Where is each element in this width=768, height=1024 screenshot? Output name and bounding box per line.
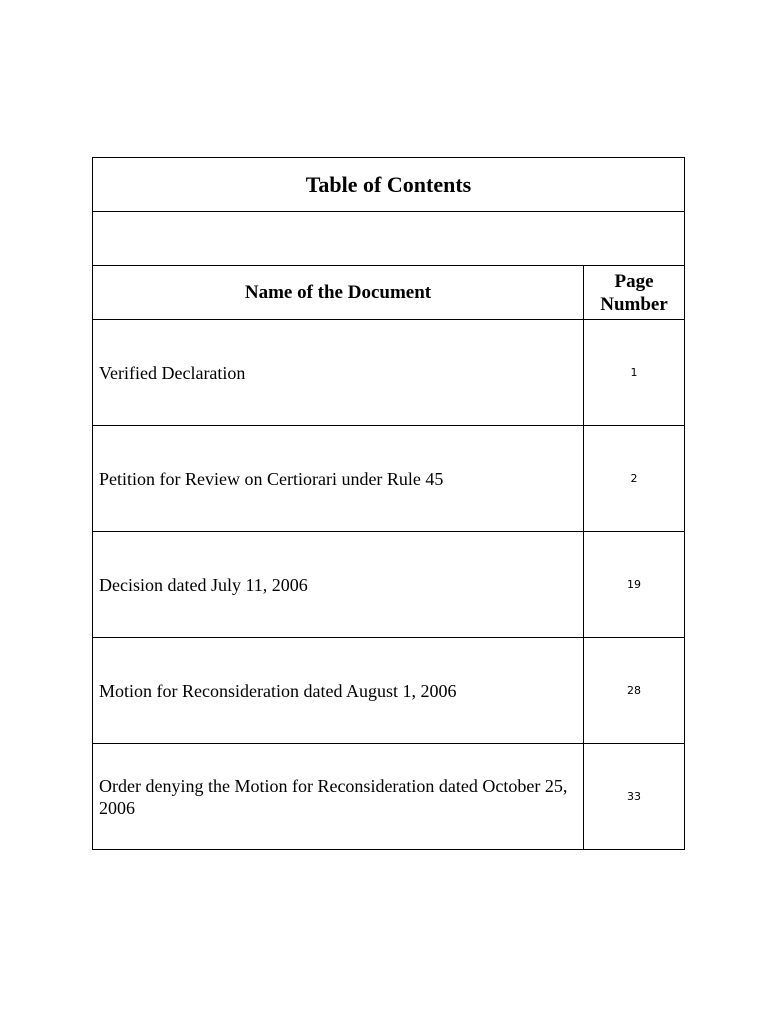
header-document-name: Name of the Document — [93, 266, 584, 320]
title-row — [93, 158, 685, 212]
table-row — [93, 638, 685, 744]
page-number: 28 — [584, 638, 685, 744]
page-number: 1 — [584, 320, 685, 426]
document-name: Verified Declaration — [93, 320, 584, 426]
table-of-contents — [92, 157, 685, 850]
header-row — [93, 266, 685, 320]
blank-cell — [93, 212, 685, 266]
document-name: Order denying the Motion for Reconsideration dated October 25, 2006 — [93, 744, 584, 850]
document-name: Decision dated July 11, 2006 — [93, 532, 584, 638]
table-row — [93, 426, 685, 532]
table-row — [93, 532, 685, 638]
table-row — [93, 320, 685, 426]
header-page-number — [584, 266, 685, 320]
document-name: Petition for Review on Certiorari under Rule 45 — [93, 426, 584, 532]
table-row — [93, 744, 685, 850]
blank-row — [93, 212, 685, 266]
page-number: 19 — [584, 532, 685, 638]
header-page-line1: Page — [614, 270, 654, 292]
document-name: Motion for Reconsideration dated August 1, 2006 — [93, 638, 584, 744]
toc-title: Table of Contents — [93, 158, 685, 212]
page-number: 2 — [584, 426, 685, 532]
header-page-line2: Number — [600, 293, 668, 315]
page-number: 33 — [584, 744, 685, 850]
